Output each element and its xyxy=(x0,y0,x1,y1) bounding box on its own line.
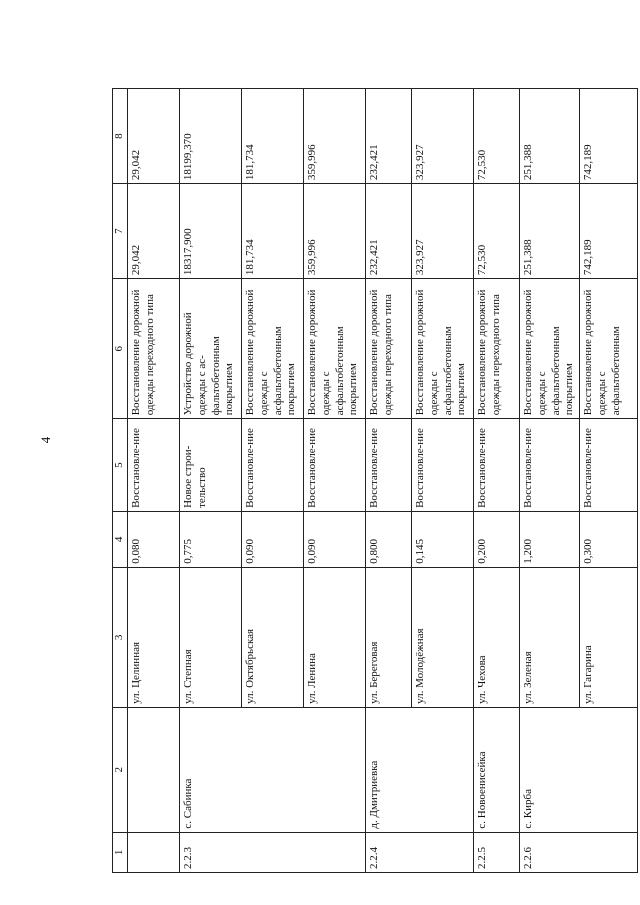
item-code: 2.2.3 xyxy=(180,832,366,872)
col-header: 6 xyxy=(113,279,128,419)
street-name: ул. Зеленая xyxy=(520,567,580,707)
cost-col7: 232,421 xyxy=(366,184,412,279)
work-type: Восстановле-ние xyxy=(304,419,366,512)
cost-col7: 18317,900 xyxy=(180,184,242,279)
street-name: ул. Степная xyxy=(180,567,242,707)
locality xyxy=(128,707,180,832)
item-code: 2.2.5 xyxy=(474,832,520,872)
cost-col8: 232,421 xyxy=(366,89,412,184)
cost-col7: 72,530 xyxy=(474,184,520,279)
item-code: 2.2.6 xyxy=(520,832,638,872)
work-type: Восстановле-ние xyxy=(474,419,520,512)
cost-col7: 29,042 xyxy=(128,184,180,279)
length-km: 0,090 xyxy=(242,511,304,567)
col-header: 8 xyxy=(113,89,128,184)
table-row xyxy=(366,89,412,873)
work-type: Новое строи-тельство xyxy=(180,419,242,512)
col-header: 1 xyxy=(113,832,128,872)
work-description: Восстановление дорожной одежды с асфальтобетонным xyxy=(580,279,638,419)
cost-col8: 323,927 xyxy=(412,89,474,184)
header-row xyxy=(113,89,128,873)
street-name: ул. Октябрьская xyxy=(242,567,304,707)
street-name: ул. Целинная xyxy=(128,567,180,707)
col-header: 7 xyxy=(113,184,128,279)
page-number: 4 xyxy=(38,436,53,444)
street-name: ул. Ленина xyxy=(304,567,366,707)
table-row xyxy=(474,89,520,873)
locality: с. Новоенисейка xyxy=(474,707,520,832)
length-km: 0,300 xyxy=(580,511,638,567)
work-description: Восстановление дорожной одежды переходного типа xyxy=(128,279,180,419)
cost-col8: 18199,370 xyxy=(180,89,242,184)
cost-col8: 72,530 xyxy=(474,89,520,184)
work-description: Восстановление дорожной одежды с асфальтобетонным покрытием xyxy=(520,279,580,419)
col-header: 3 xyxy=(113,567,128,707)
cost-col8: 742,189 xyxy=(580,89,638,184)
locality: с. Сабинка xyxy=(180,707,366,832)
work-type: Восстановле-ние xyxy=(580,419,638,512)
col-header: 2 xyxy=(113,707,128,832)
cost-col8: 251,388 xyxy=(520,89,580,184)
cost-col7: 359,996 xyxy=(304,184,366,279)
cost-col7: 742,189 xyxy=(580,184,638,279)
work-type: Восстановле-ние xyxy=(412,419,474,512)
table-row xyxy=(180,89,242,873)
col-header: 4 xyxy=(113,511,128,567)
cost-col7: 251,388 xyxy=(520,184,580,279)
street-name: ул. Гагарина xyxy=(580,567,638,707)
table-row xyxy=(128,89,180,873)
table-row xyxy=(520,89,580,873)
rotated-table-container xyxy=(112,88,622,873)
work-type: Восстановле-ние xyxy=(520,419,580,512)
work-type: Восстановле-ние xyxy=(242,419,304,512)
locality: с. Кирба xyxy=(520,707,638,832)
item-code xyxy=(128,832,180,872)
cost-col7: 323,927 xyxy=(412,184,474,279)
work-description: Восстановление дорожной одежды с асфальтобетонным покрытием xyxy=(242,279,304,419)
work-type: Восстановле-ние xyxy=(366,419,412,512)
col-header: 5 xyxy=(113,419,128,512)
locality: д. Дмитриевка xyxy=(366,707,474,832)
cost-col8: 359,996 xyxy=(304,89,366,184)
item-code: 2.2.4 xyxy=(366,832,474,872)
cost-col8: 181,734 xyxy=(242,89,304,184)
work-description: Восстановление дорожной одежды переходного типа xyxy=(366,279,412,419)
length-km: 0,800 xyxy=(366,511,412,567)
length-km: 0,145 xyxy=(412,511,474,567)
length-km: 0,090 xyxy=(304,511,366,567)
work-description: Устройство дорожной одежды с ас-фальтобетонным покрытием xyxy=(180,279,242,419)
works-table xyxy=(112,88,638,873)
length-km: 1,200 xyxy=(520,511,580,567)
length-km: 0,775 xyxy=(180,511,242,567)
street-name: ул. Молодёжная xyxy=(412,567,474,707)
length-km: 0,200 xyxy=(474,511,520,567)
length-km: 0,080 xyxy=(128,511,180,567)
work-description: Восстановление дорожной одежды с асфальтобетонным покрытием xyxy=(412,279,474,419)
work-type: Восстановле-ние xyxy=(128,419,180,512)
work-description: Восстановление дорожной одежды переходного типа xyxy=(474,279,520,419)
cost-col7: 181,734 xyxy=(242,184,304,279)
street-name: ул. Береговая xyxy=(366,567,412,707)
street-name: ул. Чехова xyxy=(474,567,520,707)
work-description: Восстановление дорожной одежды с асфальтобетонным покрытием xyxy=(304,279,366,419)
cost-col8: 29,042 xyxy=(128,89,180,184)
